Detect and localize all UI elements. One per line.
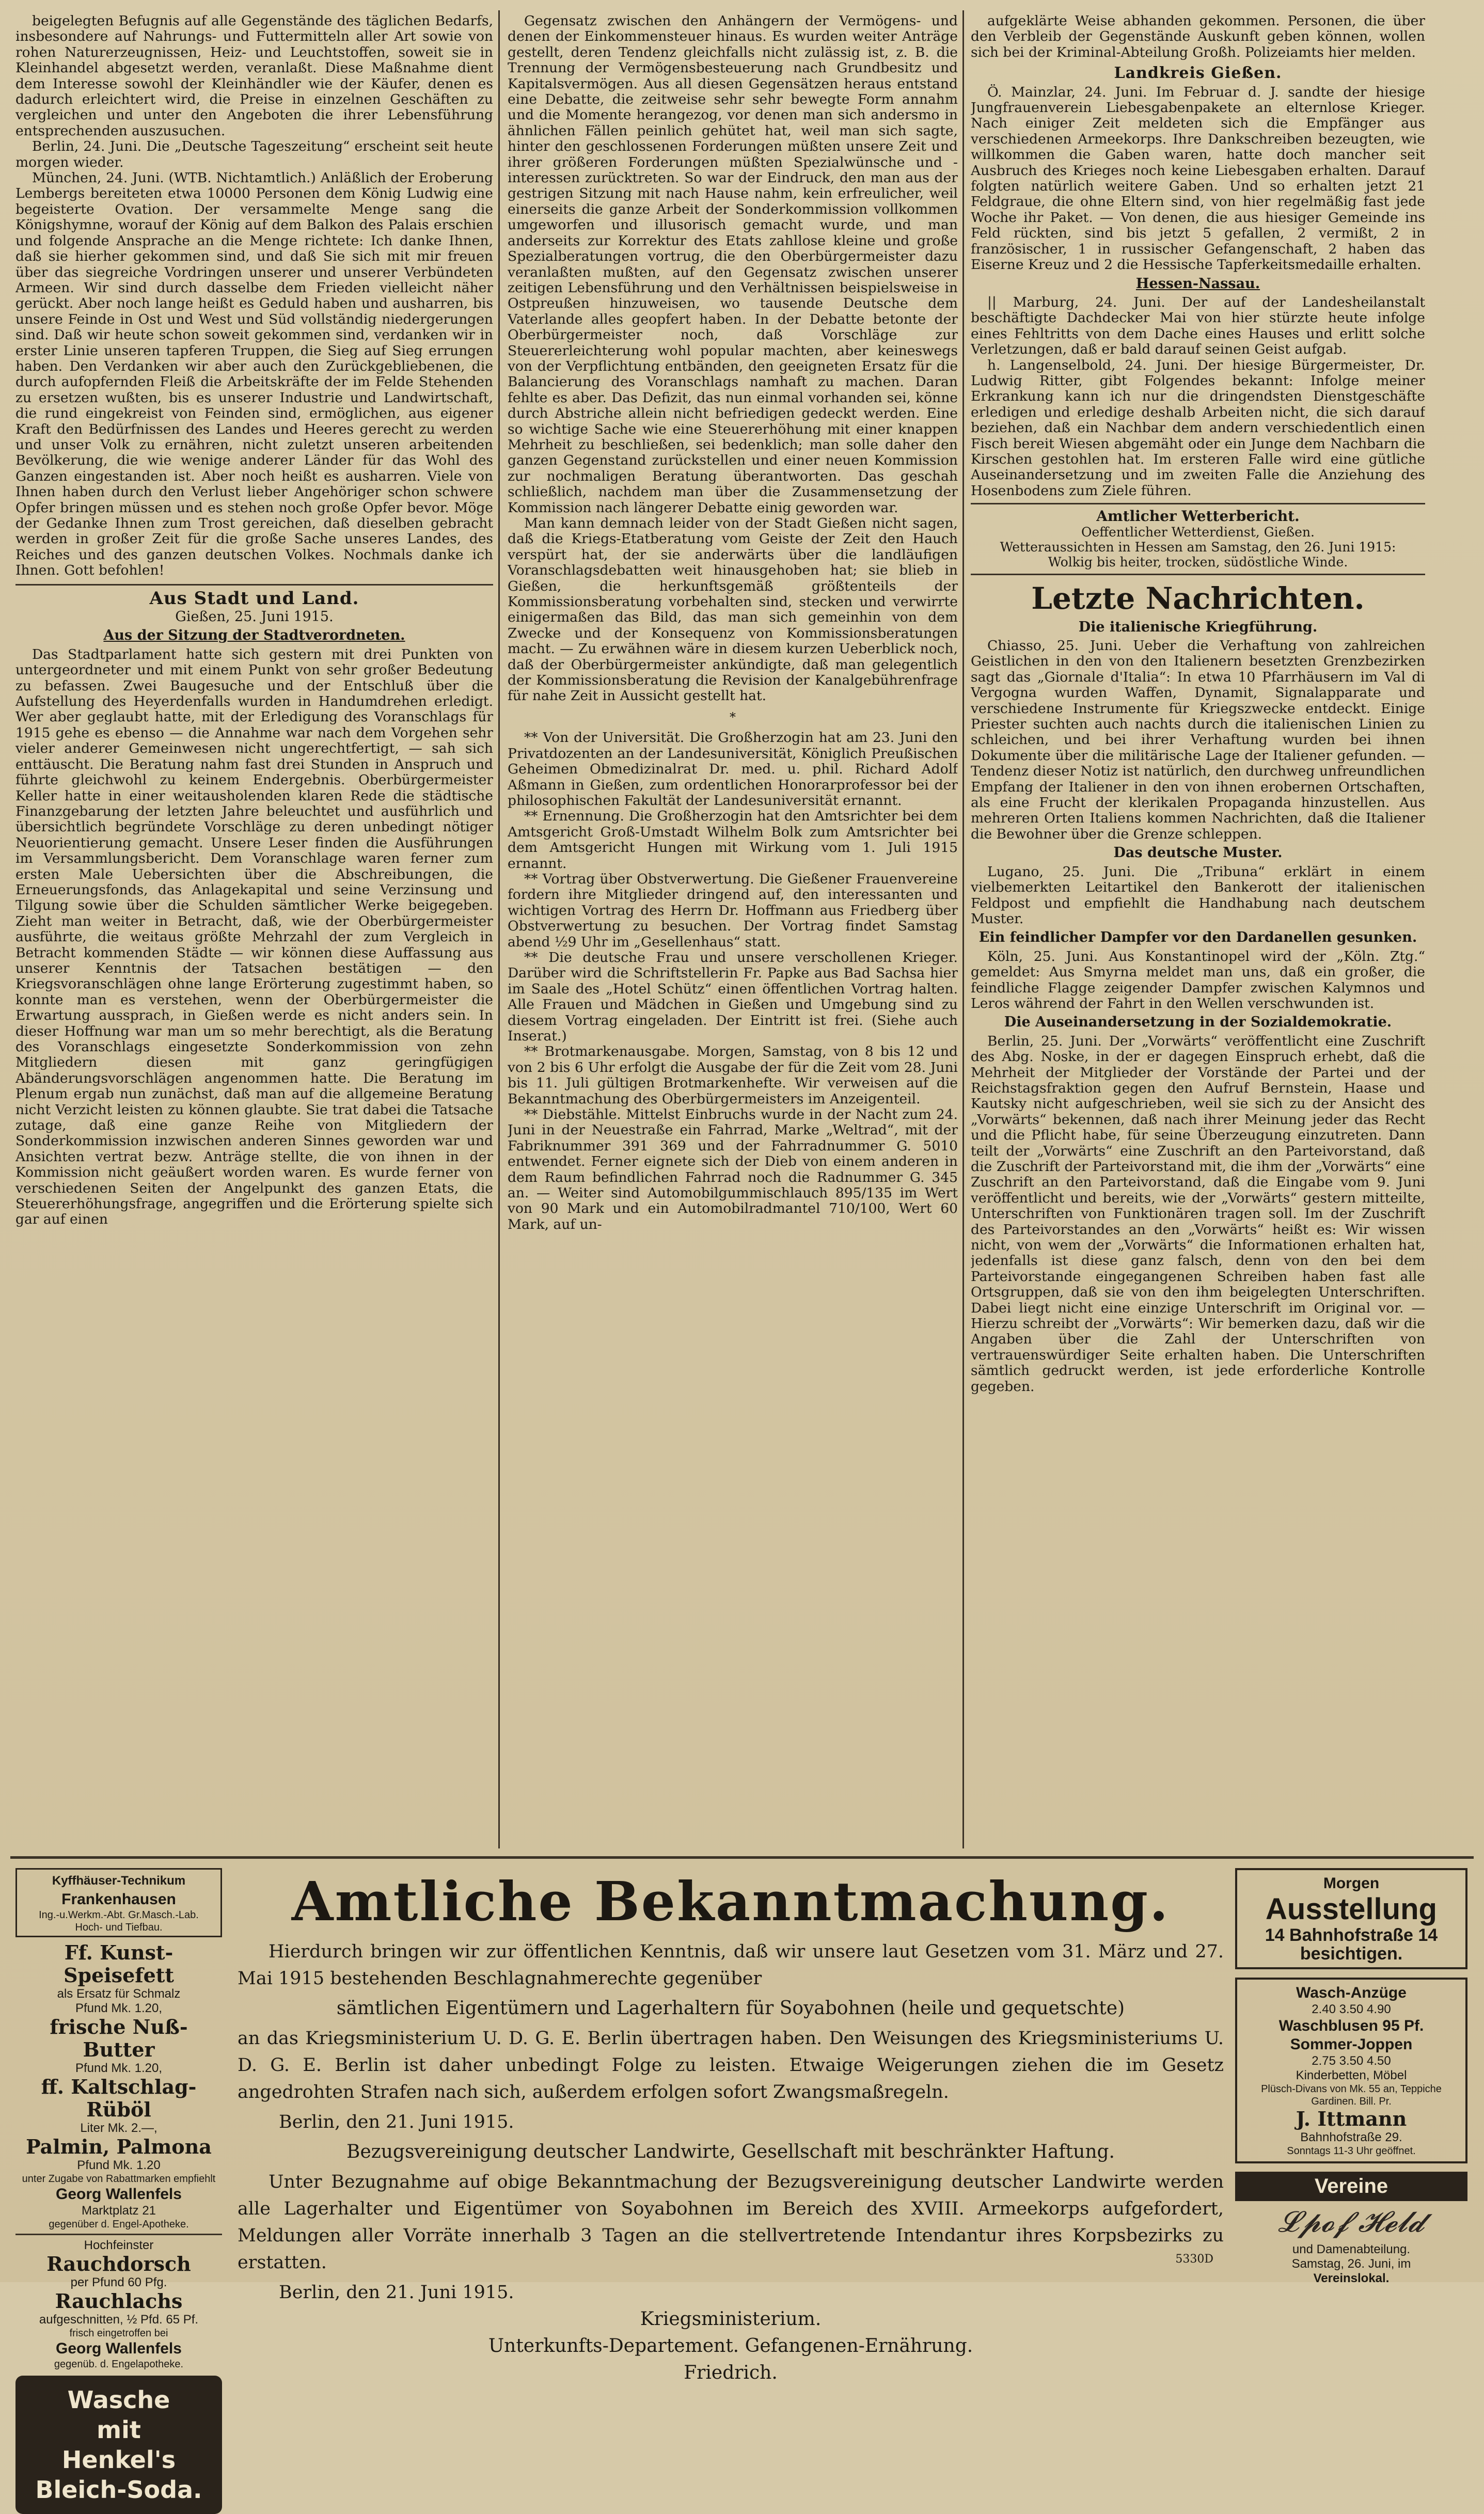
weather-line: Wolkig bis heiter, trocken, südöstliche Winde. [1048, 554, 1348, 570]
weather-title: Amtlicher Wetterbericht. [1096, 508, 1300, 525]
ad-line: Wasch-Anzüge [1296, 1984, 1407, 2001]
ad-line: Georg Wallenfels [56, 2340, 182, 2357]
paragraph: ** Vortrag über Obstverwertung. Die Gießener Frauenvereine fordern ihre Mitglieder dringend auf, den interessanten und wichtigen Vortrag des Herrn Dr. Hoffmann aus Friedberg über Obstverwertung zu besuchen. Der Vortrag findet Samstag abend ½9 Uhr im „Gesellenhaus“ statt. [508, 871, 958, 950]
rauchdorsch-ad [15, 2238, 222, 2370]
ad-line: Marktplatz 21 [81, 2204, 156, 2218]
ad-line: Rauchlachs [55, 2289, 183, 2313]
divider [15, 584, 493, 586]
ad-line: gegenüb. d. Engelapotheke. [54, 2359, 184, 2370]
bottom-divider [10, 1856, 1474, 1859]
notice-paragraph: sämtlichen Eigentümern und Lagerhaltern für Soyabohnen (heile und gequetschte) [336, 1998, 1125, 2019]
separator-star: * [730, 709, 736, 724]
ad-line: Wasche [67, 2386, 170, 2414]
news-subtitle: Ein feindlicher Dampfer vor den Dardanellen gesunken. [978, 929, 1417, 946]
left-advertisements [15, 1868, 222, 2504]
paragraph: ** Brotmarkenausgabe. Morgen, Samstag, von 8 bis 12 und von 2 bis 6 Uhr erfolgt die Ausgabe der für die Zeit vom 28. Juni bis 11. Juli gültigen Brotmarkenhefte. Wir verweisen auf die Bekanntmachung des Oberbürgermeisters im Anzeigenteil. [508, 1043, 958, 1107]
ad-line: Ing.-u.Werkm.-Abt. Gr.Masch.-Lab. [39, 1909, 199, 1921]
column-divider [498, 10, 500, 1848]
paragraph: Chiasso, 25. Juni. Ueber die Verhaftung von zahlreichen Geistlichen in den von den Italienern besetzten Grenzbezirken sagt das „Giornale d'Italia“: In etwa 10 Pfarrhäusern im Val di Vergogna wurden Waffen, Dynamit, Signalapparate und verschiedene Instrumente für Kriegszwecke entdeckt. Einige Priester suchten auch nachts durch die italienischen Linien zu schleichen, und bei ihrer Verhaftung wurden bei ihnen Dokumente über die militärische Lage der Italiener gefunden. — Tendenz dieser Notiz ist natürlich, den durchweg unfreundlichen Empfang der Italiener in den von ihnen erobernen Ortschaften, als eine Frucht der klerikalen Propaganda hinzustellen. Aus mehreren Orten Italiens kommen Nachrichten, daß die Italiener die Bewohner über die Grenze schleppen. [971, 638, 1425, 842]
ad-line: Henkel's [61, 2446, 176, 2474]
ad-line: Hoch- und Tiefbau. [75, 1922, 163, 1933]
paragraph: Lugano, 25. Juni. Die „Tribuna“ erklärt in einem vielbemerkten Leitartikel den Bankerott der italienischen Feldpost und empfiehlt die Handhabung nach deutschem Muster. [971, 863, 1425, 927]
signature-image: 𝓛𝓹𝓸𝓯 𝓗𝓮𝓵𝓭 [1277, 2205, 1425, 2239]
ad-line: als Ersatz für Schmalz [57, 1987, 181, 2001]
ad-line: Sommer-Joppen [1290, 2036, 1413, 2053]
column-2 [508, 13, 958, 1849]
divider [971, 503, 1425, 504]
dateline: Gießen, 25. Juni 1915. [175, 609, 334, 625]
paragraph: Gegensatz zwischen den Anhängern der Vermögens- und denen der Einkommensteuer hinaus. Es wurden weiter Anträge gestellt, deren Tendenz gleichfalls nicht zulässig ist, z. B. die Trennung der Vermögensbesteuerung nach Grundbesitz und Kapitalsvermögen. Aus all diesen Gegensätzen heraus entstand eine Debatte, die zeitweise sehr sehr bewegte Form annahm und die Momente herangezog, vor denen man sich andersmo in ähnlichen Fällen peinlich gehütet hat, weil man sich sagte, hinter den geschlossenen Forderungen müßten unsere Zeit und ihrer größeren Forderungen müßten Spezialwünsche und -interessen zurücktreten. So war der Eindruck, den man aus der gestrigen Sitzung mit nach Hause nahm, kein erfreulicher, weil einerseits die ganze Arbeit der Sonderkommission vollkommen umgeworfen und illusorisch gemacht wurde, und man anderseits zur Korrektur des Etats zahllose kleine und große Spezialberatungen vortrug, die den Oberbürgermeister dazu veranlaßten mußten, auf den Gegensatz zwischen unserer zeitigen Lebensführung und den Verhältnissen beispielsweise in Ostpreußen hinzuweisen, wo tausende Deutsche dem Vaterlande alles geopfert haben. In der Debatte betonte der Oberbürgermeister noch, daß Vorschläge zur Steuererleichterung wohl popular machten, aber keineswegs von der Verpflichtung entbänden, den geeigneten Ersatz für die Balancierung des Voranschlags namhaft zu machen. Daran fehlte es aber. Das Defizit, das nun einmal vorhanden sei, könne durch Abstriche allein nicht befriedigen gedeckt werden. Eine so wichtige Sache wie eine Steuererhöhung mit einer knappen Mehrheit zu beschließen, sei bedenklich; man solle daher den ganzen Gegenstand zurückstellen und einer neuen Kommission zur nochmaligen Beratung überantworten. Das geschah schließlich, nachdem man über die Zusammensetzung der Kommission nach längerer Debatte einig geworden war. [508, 13, 958, 516]
ad-line: Plüsch-Divans von Mk. 55 an, Teppiche Gardinen. Bill. Pr. [1261, 2083, 1442, 2107]
ad-line: Frankenhausen [61, 1891, 176, 1908]
ad-line: aufgeschnitten, ½ Pfd. 65 Pf. [39, 2313, 199, 2327]
ad-line: Pfund Mk. 1.20, [75, 2001, 163, 2015]
ad-line: per Pfund 60 Pfg. [70, 2275, 167, 2289]
ad-line: Kyffhäuser-Technikum [52, 1874, 186, 1888]
divider [971, 574, 1425, 575]
notice-title: Amtliche Bekanntmachung. [291, 1870, 1170, 1933]
column-3 [971, 13, 1425, 1849]
sub-title: Hessen-Nassau. [1135, 275, 1260, 292]
paragraph: || Marburg, 24. Juni. Der auf der Landesheilanstalt beschäftigte Dachdecker Mai von hier stürzte heute infolge eines Fehltritts von dem Dache eines Hauses und erlitt solche Verletzungen, daß er bald darauf seinen Geist aufgab. [971, 294, 1425, 358]
news-subtitle: Die Auseinandersetzung in der Sozialdemokratie. [1004, 1014, 1392, 1031]
weather-line: Wetteraussichten in Hessen am Samstag, den 26. Juni 1915: [1000, 539, 1396, 555]
notice-paragraph: an das Kriegsministerium U. D. G. E. Berlin übertragen haben. Den Weisungen des Kriegsministeriums U. D. G. E. Berlin ist daher unbedingt Folge zu leisten. Etwaige Weigerungen ziehen die im Gesetz angedrohten Strafen nach sich, außerdem erfolgen sofort Zwangsmaßregeln. [238, 2028, 1224, 2102]
ad-line: Pfund Mk. 1.20 [77, 2158, 161, 2172]
ittmann-ad [1235, 1978, 1467, 2163]
ad-line: Rauchdorsch [46, 2252, 191, 2275]
paragraph: ** Diebstähle. Mittelst Einbruchs wurde in der Nacht zum 24. Juni in der Neuestraße ein Fahrrad, Marke „Weltrad“, mit der Fabriknummer 391 369 und der Fahrradnummer G. 5010 entwendet. Ferner eignete sich der Dieb von einem anderen in dem Raum befindlichen Fahrrad noch die Radnummer G. 345 an. — Weiter sind Automobilgummischlauch 895/135 im Wert von 90 Mark und ein Automobilradmantel 710/100, Wert 60 Mark, auf un- [508, 1106, 958, 1232]
ad-line: Sonntags 11-3 Uhr geöffnet. [1287, 2145, 1416, 2157]
notice-date: Berlin, den 21. Juni 1915. [279, 2112, 514, 2132]
ad-line: Ausstellung [1266, 1892, 1437, 1926]
weather-line: Oeffentlicher Wetterdienst, Gießen. [1081, 524, 1315, 540]
ad-line: Morgen [1323, 1875, 1380, 1892]
notice-code: 5330D [1175, 2253, 1213, 2266]
ad-line: besichtigen. [1300, 1944, 1403, 1964]
ad-line: mit [97, 2416, 141, 2444]
ad-line: Liter Mk. 2.—, [80, 2121, 157, 2135]
notice-signature: Unterkunfts-Departement. Gefangenen-Ernährung. [488, 2335, 973, 2357]
section-title: Landkreis Gießen. [1114, 64, 1282, 83]
vereine-header: Vereine [1235, 2172, 1467, 2201]
henkel-ad [15, 2376, 222, 2514]
ad-line: J. Ittmann [1296, 2107, 1407, 2130]
paragraph: Das Stadtparlament hatte sich gestern mit drei Punkten von untergeordneter und mit einem Punkt von sehr großer Bedeutung zu befassen. Zwei Baugesuche und der Entschluß über die Aufstellung des Heyerdenfalls wurden in Handumdrehen erledigt. Wer aber geglaubt hatte, mit der Erledigung des Voranschlags für 1915 gehe es ebenso — die Annahme war nach dem Vorgehen sehr vieler anderer Gemeinwesen nicht ungerechtfertigt, — sah sich enttäuscht. Die Beratung nahm fast drei Stunden in Anspruch und führte gleichwohl zu keinem Endergebnis. Oberbürgermeister Keller hatte in einer weitausholenden klaren Rede die städtische Finanzgebarung der letzten Jahre beleuchtet und ausführlich und übersichtlich begründete Vorschläge zu deren unbedingt nötiger Neuorientierung gemacht. Unsere Leser finden die Ausführungen im Versammlungsbericht. Dem Voranschlage waren ferner zum ersten Male Uebersichten über die Abschreibungen, die Erneuerungsfonds, das Anlagekapital und seine Verzinsung und Tilgung sowie über die Schulden sämtlicher Werke beigegeben. Zieht man weiter in Betracht, daß, wie der Oberbürgermeister ausführte, die weitaus größte Mehrzahl der zum Vergleich in Betracht kommenden Städte — wir können diese Auffassung aus unserer Kenntnis der Tatsachen bestätigen — den Kriegsvoranschlägen ohne lange Erörterung zugestimmt haben, so konnte man es verstehen, wenn der Oberbürgermeister die Erwartung aussprach, in Gießen werde es nicht anders sein. In dieser Hoffnung war man um so mehr berechtigt, als die Beratung des Voranschlags eingesetzte Sonderkommission von zehn Mitgliedern diesen mit ganz geringfügigen Abänderungsvorschlägen angenommen hatte. Die Beratung im Plenum ergab nun zunächst, daß man auf die allgemeine Beratung nicht Verzicht leisten zu können glaubte. Sie trat dabei die Tatsache zutage, daß eine ganze Reihe von Mitgliedern der Sonderkommission inzwischen anderen Sinnes geworden war und Ansichten vertrat bezw. Anträge stellte, die von ihnen in der Kommission nicht geäußert worden waren. Es wurde ferner von verschiedenen Seiten der Angelpunkt des ganzen Etats, die Steuererhöhungsfrage, angegriffen und die Erörterung spielte sich gar auf einen [15, 646, 493, 1228]
ad-line: gegenüber d. Engel-Apotheke. [49, 2219, 189, 2230]
ad-line: Hochfeinster [84, 2238, 154, 2252]
ad-line: 14 Bahnhofstraße 14 [1265, 1925, 1438, 1945]
ad-line: Vereinslokal. [1313, 2271, 1390, 2285]
paragraph: Ö. Mainzlar, 24. Juni. Im Februar d. J. sandte der hiesige Jungfrauenverein Liebesgabenpakete an elternlose Krieger. Nach einiger Zeit meldeten sich die Empfänger aus verschiedenen Armeekorps. Ihre Dankschreiben bezeugten, wie willkommen die Gaben waren, hatte doch mancher seit Ausbruch des Krieges noch keine Liebesgaben erhalten. Darauf folgten natürlich weitere Gaben. Und so erhalten jetzt 21 Feldgraue, die ohne Eltern sind, von hier regelmäßig fast jede Woche ihr Paket. — Von denen, die aus hiesiger Gemeinde ins Feld rückten, sind bis jetzt 5 gefallen, 2 vermißt, 2 in französischer, 1 in russischer Gefangenschaft, 2 haben das Eiserne Kreuz und 2 die Hessische Tapferkeitsmedaille erhalten. [971, 84, 1425, 273]
ad-line: Bahnhofstraße 29. [1300, 2130, 1402, 2144]
ad-line: Samstag, 26. Juni, im [1291, 2257, 1411, 2271]
notice-signature: Kriegsministerium. [640, 2309, 822, 2330]
news-subtitle: Das deutsche Muster. [1113, 845, 1283, 861]
section-title: Aus Stadt und Land. [149, 588, 359, 609]
paragraph: Berlin, 25. Juni. Der „Vorwärts“ veröffentlicht eine Zuschrift des Abg. Noske, in der er dagegen Einspruch erhebt, daß die Mehrheit der Mitglieder der Vorstände der Partei und der Reichstagsfraktion gegen den Aufruf Bernstein, Haase und Kautsky nicht aufgeschrieben, weil sie sich zu der Ansicht des „Vorwärts“ bekennen, daß nach ihrer Meinung jeder das Recht und die Pflicht habe, für seine Überzeugung einzutreten. Dann teilt der „Vorwärts“ eine Zuschrift an den Parteivorstand, daß die Zuschrift der Parteivorstand mit, die ihm der „Vorwärts“ eine Zuschrift an den Parteivorstand, daß die Eingabe vom 9. Juni veröffentlicht und bereits, wie der „Vorwärts“ gestern mitteilte, Unterschriften von Funktionären tragen soll. Im der Zuschrift des Parteivorstandes an den „Vorwärts“ heißt es: Wir wissen nicht, von wem der „Vorwärts“ die Informationen erhalten hat, jedenfalls ist diese ganz falsch, denn von den bei dem Parteivorstande eingegangenen Schreiben haben fast alle Ortsgruppen, daß sie von den ihm beigelegten Unterschriften. Dabei liegt nicht eine einzige Unterschrift im Original vor. — Hierzu schreibt der „Vorwärts“: Wir bemerken dazu, daß wir die Angaben über die Zahl der Unterschriften von vertrauenswürdiger Seite erhalten haben. Die Unterschriften sämtlich gedruckt werden, ist jede erforderliche Kontrolle gegeben. [971, 1033, 1425, 1395]
official-notice [238, 1868, 1224, 2383]
paragraph: h. Langenselbold, 24. Juni. Der hiesige Bürgermeister, Dr. Ludwig Ritter, gibt Folgendes bekannt: Infolge meiner Erkrankung kann ich nur die dringendsten Dienstgeschäfte erledigen und erledige deshalb Arbeiten nicht, die sich darauf beziehen, daß ein Nachbar dem andern verschiedentlich einen Fisch bereit Wiesen abgemäht oder ein Junge dem Nachbarn die Kirschen gestohlen hat. Im ersteren Falle wird eine gütliche Auseinandersetzung und im zweiten Falle die Anziehung des Hosenbodens zum Ziele führen. [971, 357, 1425, 499]
notice-date: Berlin, den 21. Juni 1915. [279, 2282, 514, 2303]
ad-line: 2.40 3.50 4.90 [1312, 2002, 1391, 2016]
paragraph: München, 24. Juni. (WTB. Nichtamtlich.) Anläßlich der Eroberung Lembergs bereiteten etwa 10000 Personen dem König Ludwig eine begeisterte Ovation. Der versammelte Menge sang die Königshymne, worauf der König auf dem Balkon des Palais erschien und folgende Ansprache an die Menge richtete: Ich danke Ihnen, daß sie hierher gekommen sind, und daß Sie sich mit mir freuen über das siegreiche Vordringen unserer und unserer Verbündeten Armeen. Wir sind durch dasselbe dem Frieden vielleicht näher gerückt. Aber noch lange heißt es Geduld haben und ausharren, bis unsere Feinde in Ost und West und Süd vollständig niedergerungen sind. Daß wir heute schon soweit gekommen sind, verdanken wir in erster Linie unseren tapferen Truppen, die Sieg auf Sieg errungen haben. Den Verdanken wir aber auch den Zurückgebliebenen, die durch aufopfernden Fleiß die Arbeitskräfte der im Felde Stehenden zu ersetzen wußten, bis es unserer Industrie und Landwirtschaft, die rund eingekreist von Feinden sind, ermöglichen, aus eigener Kraft den Bedürfnissen des Landes und Heeres gerecht zu werden und unser Volk zu ernähren, nicht zuletzt unseren arbeitenden Bevölkerung, die wie wenige anderer Länder für das Wohl des Ganzen eingestanden ist. Aber noch heißt es ausharren. Viele von Ihnen haben durch den Verlust lieber Angehöriger schon schwere Opfer bringen müssen und es stehen noch große Opfer bevor. Möge der Gedanke Ihnen zum Trost gereichen, daß dieselben gebracht werden in großer Zeit für die große Sache unseres Landes, des Reiches und des ganzen deutschen Volkes. Nochmals danke ich Ihnen. Gott befohlen! [15, 170, 493, 579]
technikum-ad [15, 1868, 222, 1937]
notice-paragraph: Unter Bezugnahme auf obige Bekanntmachung der Bezugsvereinigung deutscher Landwirte werden alle Lagerhalter und Eigentümer von Soyabohnen im Bereich des XVIII. Armeekorps aufgefordert, Meldungen aller Vorräte innerhalb 3 Tagen an die stellvertretende Intendantur ihres Korpsbezirks zu erstatten. [238, 2172, 1224, 2273]
ad-line: Waschblusen 95 Pf. [1278, 2017, 1424, 2034]
paragraph: ** Die deutsche Frau und unsere verschollenen Krieger. Darüber wird die Schriftstellerin Fr. Papke aus Bad Sachsa hier im Saale des „Hotel Schütz“ einen öffentlichen Vortrag halten. Alle Frauen und Mädchen in Gießen und Umgebung sind zu diesem Vortrag eingeladen. Der Eintritt ist frei. (Siehe auch Inserat.) [508, 949, 958, 1044]
paragraph: ** Von der Universität. Die Großherzogin hat am 23. Juni den Privatdozenten an der Landesuniversität, Königlich Preußischen Geheimen Obmedizinalrat Dr. med. u. phil. Richard Adolf Aßmann in Gießen, zum ordentlichen Honorarprofessor bei der philosophischen Fakultät der Landesuniversität ernannt. [508, 730, 958, 809]
news-title: Letzte Nachrichten. [1031, 580, 1365, 616]
ad-line: Georg Wallenfels [56, 2186, 182, 2203]
notice-org: Bezugsvereinigung deutscher Landwirte, Gesellschaft mit beschränkter Haftung. [346, 2141, 1115, 2162]
ad-line: unter Zugabe von Rabattmarken empfiehlt [22, 2173, 216, 2185]
ad-line: Ff. Kunst-Speisefett [64, 1941, 174, 1987]
ad-line: Palmin, Palmona [26, 2135, 212, 2158]
sub-title: Aus der Sitzung der Stadtverordneten. [103, 627, 405, 644]
ad-line: Kinderbetten, Möbel [1296, 2068, 1407, 2082]
ad-line: frisch eingetroffen bei [69, 2328, 168, 2339]
ad-line: und Damenabteilung. [1292, 2242, 1411, 2256]
paragraph: aufgeklärte Weise abhanden gekommen. Personen, die über den Verbleib der Gegenstände Auskunft geben können, wollen sich bei der Kriminal-Abteilung Großh. Polizeiamts hier melden. [971, 13, 1425, 60]
paragraph: Man kann demnach leider von der Stadt Gießen nicht sagen, daß die Kriegs-Etatberatung vom Geiste der Zeit den Hauch verspürt hat, der sie anderwärts über die landläufigen Voranschlagsdebatten weit hinausgehoben hat; sie blieb in Gießen, die herkunftsgemäß größtenteils der Kommissionsberatung vorbehalten sind, stecken und verwirrte einigermaßen das Bild, das man sich gemeinhin von dem Zwecke und der Konsequenz von Kommissionsberatungen macht. — Zu erwähnen wäre in diesem kurzen Ueberblick noch, daß der Oberbürgermeister ankündigte, daß man gelegentlich der Kommissionsberatung die Revision der Kanalgebührenfrage für nahe Zeit in Aussicht gestellt hat. [508, 515, 958, 704]
paragraph: Köln, 25. Juni. Aus Konstantinopel wird der „Köln. Ztg.“ gemeldet: Aus Smyrna meldet man uns, daß ein großer, die feindliche Flagge zeigender Dampfer zwischen Kalymnos und Leros während der Fahrt in den Wellen verschwunden ist. [971, 948, 1425, 1011]
ad-line: Bleich-Soda. [35, 2476, 202, 2504]
paragraph: beigelegten Befugnis auf alle Gegenstände des täglichen Bedarfs, insbesondere auf Nahrungs- und Futtermitteln aller Art sowie von rohen Naturerzeugnissen, Heiz- und Leuchtstoffen, soweit sie in Kleinhandel abgesetzt werden, veranlaßt. Diese Maßnahme dient dem Interesse sowohl der Kleinhändler wie der Käufer, denen es dadurch erleichtert wird, die Preise in einzelnen Geschäften zu vergleichen und unter den Angeboten die ihrer Lebensführung entsprechenden auszusuchen. [15, 13, 493, 139]
column-divider [962, 10, 964, 1848]
notice-paragraph: Hierdurch bringen wir zur öffentlichen Kenntnis, daß wir unsere laut Gesetzen vom 31. März und 27. Mai 1915 bestehenden Beschlagnahmerechte gegenüber [238, 1941, 1224, 1989]
right-advertisements [1235, 1868, 1467, 2285]
ad-line: frische Nuß-Butter [50, 2015, 188, 2061]
ad-line: 2.75 3.50 4.50 [1312, 2054, 1391, 2068]
paragraph: ** Ernennung. Die Großherzogin hat den Amtsrichter bei dem Amtsgericht Groß-Umstadt Wilhelm Bolk zum Amtsrichter bei dem Amtsgericht Hungen mit Wirkung vom 1. Juli 1915 ernannt. [508, 808, 958, 872]
notice-signature: Friedrich. [684, 2362, 778, 2383]
wallenfels-ad [15, 1941, 222, 2231]
paragraph: Berlin, 24. Juni. Die „Deutsche Tageszeitung“ erscheint seit heute morgen wieder. [15, 138, 493, 170]
ausstellung-ad [1235, 1868, 1467, 1969]
news-subtitle: Die italienische Kriegführung. [1078, 619, 1318, 635]
column-1 [15, 13, 493, 1849]
ad-line: ff. Kaltschlag-Rüböl [41, 2075, 197, 2121]
ad-line: Pfund Mk. 1.20, [75, 2061, 163, 2075]
divider [15, 2234, 222, 2235]
